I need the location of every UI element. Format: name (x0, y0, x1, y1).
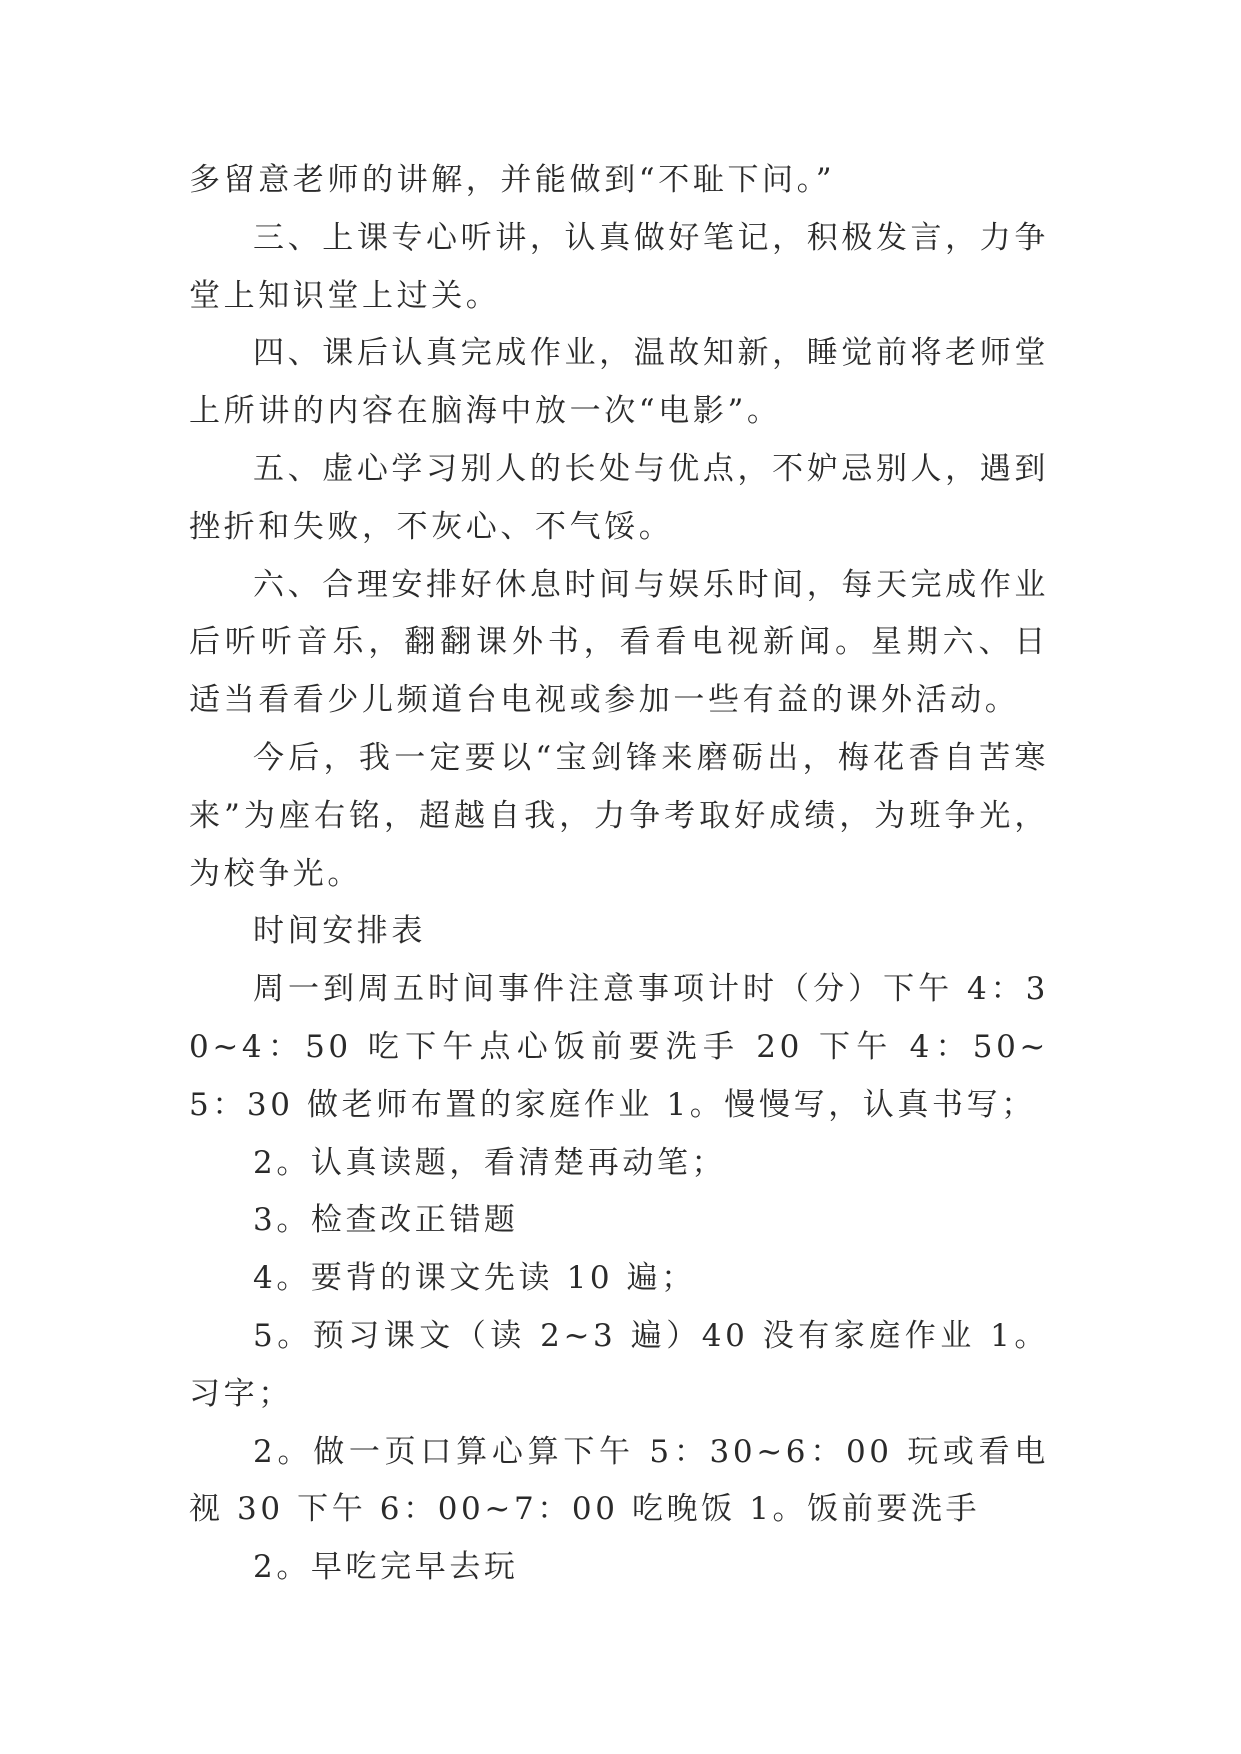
schedule-paragraph-2: 2。认真读题，看清楚再动笔； (253, 1144, 727, 1181)
paragraph-1: 多留意老师的讲解，并能做到“不耻下问。” (189, 162, 836, 198)
schedule-paragraph-6: 2。做一页口算心算下午 5：30~6：00 玩或看电视 30 下午 6：00~7：00 吃晚饭 1。饭前要洗手 (189, 1433, 1049, 1528)
paragraph-3: 四、课后认真完成作业，温故知新，睡觉前将老师堂上所讲的内容在脑海中放一次“电影”。 (189, 335, 1049, 430)
paragraph-2: 三、上课专心听讲，认真做好笔记，积极发言，力争堂上知识堂上过关。 (189, 219, 1049, 314)
schedule-paragraph-4: 4。要背的课文先读 10 遍； (253, 1260, 696, 1297)
schedule-paragraph-1: 周一到周五时间事件注意事项计时（分）下午 4：30~4：50 吃下午点心饭前要洗手 20 下午 4：50~5：30 做老师布置的家庭作业 1。慢慢写，认真书写； (189, 971, 1049, 1123)
schedule-paragraph-3: 3。检查改正错题 (253, 1202, 519, 1239)
schedule-heading: 时间安排表 (253, 913, 426, 950)
document-body (189, 152, 1049, 1597)
paragraph-4: 五、虚心学习别人的长处与优点，不妒忌别人，遇到挫折和失败，不灰心、不气馁。 (189, 450, 1049, 545)
schedule-paragraph-7: 2。早吃完早去玩 (253, 1549, 519, 1586)
schedule-paragraph-5: 5。预习课文（读 2~3 遍）40 没有家庭作业 1。习字； (189, 1317, 1049, 1412)
paragraph-5: 六、合理安排好休息时间与娱乐时间，每天完成作业后听听音乐，翻翻课外书，看看电视新闻。星期六、日适当看看少儿频道台电视或参加一些有益的课外活动。 (189, 566, 1049, 719)
paragraph-6: 今后，我一定要以“宝剑锋来磨砺出，梅花香自苦寒来”为座右铭，超越自我，力争考取好成绩，为班争光，为校争光。 (189, 739, 1049, 892)
